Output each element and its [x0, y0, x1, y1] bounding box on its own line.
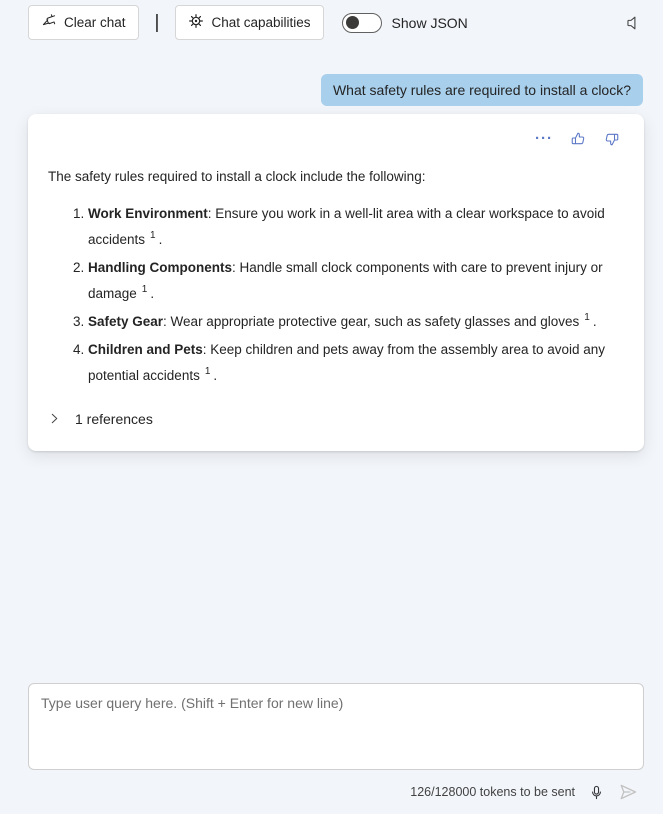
chat-empty-space: [0, 451, 663, 683]
citation-link[interactable]: 1: [584, 312, 590, 324]
list-item: 4. Children and Pets: Keep children and pets away from the assembly area to avoid any potential accidents $^1$ .: [88, 337, 621, 389]
token-count-status: 126/128000 tokens to be sent: [410, 785, 575, 799]
send-icon[interactable]: [618, 782, 638, 802]
chevron-right-icon: [48, 412, 61, 425]
thumbs-up-icon[interactable]: [569, 130, 587, 148]
assistant-message-card: [28, 114, 644, 451]
composer-status-row: [0, 775, 663, 814]
answer-intro: The safety rules required to install a clock include the following:: [48, 169, 426, 184]
toggle-knob: [346, 16, 359, 29]
chat-capabilities-button[interactable]: [175, 5, 323, 40]
speaker-icon[interactable]: [625, 14, 643, 32]
show-json-toggle-wrap: [342, 13, 468, 33]
clear-chat-button[interactable]: [28, 5, 139, 40]
list-item: 3. Safety Gear: Wear appropriate protective gear, such as safety glasses and gloves $^1$ .: [88, 309, 621, 335]
toolbar: [0, 0, 663, 40]
list-item: 2. Handling Components: Handle small clock components with care to prevent injury or damage $^1$ .: [88, 255, 621, 307]
toolbar-separator: |: [154, 11, 160, 33]
user-query-input[interactable]: [28, 683, 644, 770]
show-json-label: Show JSON: [391, 14, 468, 31]
message-actions: [48, 128, 621, 150]
microphone-icon[interactable]: [588, 784, 605, 801]
user-message-bubble: What safety rules are required to install a clock?: [321, 74, 643, 106]
gear-icon: [188, 13, 204, 32]
thumbs-down-icon[interactable]: [603, 130, 621, 148]
more-options-icon[interactable]: ···: [535, 130, 553, 147]
citation-link[interactable]: 1: [141, 284, 148, 296]
list-item: 1. Work Environment: Ensure you work in a well-lit area with a clear workspace to avoid accidents $^1$ .: [88, 201, 621, 253]
assistant-answer: [48, 166, 621, 389]
chat-capabilities-label: Chat capabilities: [211, 15, 311, 30]
broom-icon: [41, 13, 57, 32]
citation-link[interactable]: 1: [204, 366, 211, 378]
chat-area: [0, 40, 663, 683]
references-toggle[interactable]: [48, 411, 621, 427]
show-json-toggle[interactable]: [342, 13, 382, 33]
user-message-row: [0, 74, 663, 106]
answer-list: [48, 201, 621, 389]
composer: [0, 683, 663, 775]
citation-link[interactable]: 1: [150, 230, 156, 242]
references-label: 1 references: [75, 410, 153, 427]
clear-chat-label: Clear chat: [64, 15, 126, 30]
